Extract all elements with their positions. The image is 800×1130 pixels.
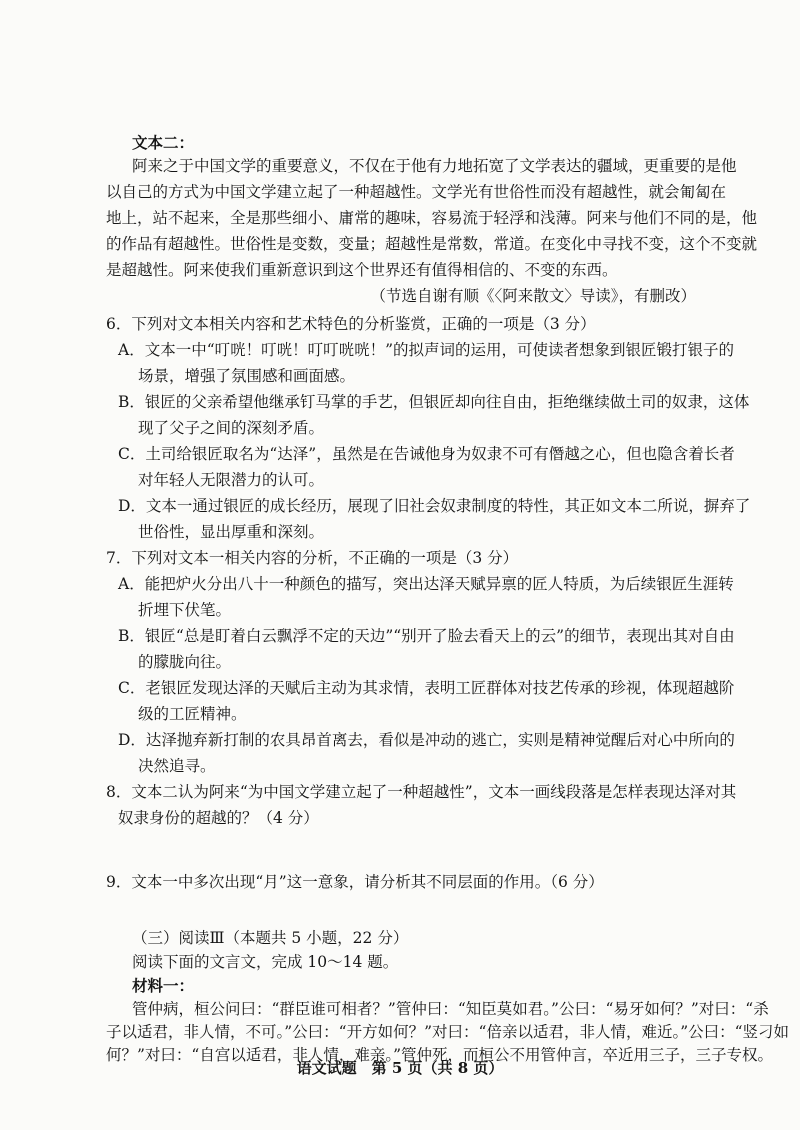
q6-option-d-cont: 世俗性，显出厚重和深刻。 [138,523,325,541]
text2-line: 阿来之于中国文学的重要意义，不仅在于他有力地拓宽了文学表达的疆域，更重要的是他 [132,157,737,175]
q6-stem: 6．下列对文本相关内容和艺术特色的分析鉴赏，正确的一项是（3 分） [106,315,596,333]
material1-line: 管仲病，桓公问曰：“群臣谁可相者？”管仲曰：“知臣莫如君。”公曰：“易牙如何？”对曰：“杀 [132,1000,769,1018]
q8-line: 8．文本二认为阿来“为中国文学建立起了一种超越性”，文本一画线段落是怎样表现达泽对其 [106,783,737,801]
q7-option-d: D．达泽抛弃新打制的农具昂首离去，看似是冲动的逃亡，实则是精神觉醒后对心中所向的 [118,731,735,749]
q7-option-a: A．能把炉火分出八十一种颜色的描写，突出达泽天赋异禀的匠人特质，为后续银匠生涯转 [118,575,734,593]
text2-line: 是超越性。阿来使我们重新意识到这个世界还有值得相信的、不变的东西。 [106,261,618,279]
text2-heading: 文本二： [132,133,195,152]
q6-option-a-cont: 场景，增强了氛围感和画面感。 [138,367,356,385]
page-footer: 语文试题 第 5 页（共 8 页） [296,1059,504,1077]
material1-heading: 材料一： [132,976,195,995]
q7-option-b: B．银匠“总是盯着白云飘浮不定的天边”“别开了脸去看天上的云”的细节，表现出其对自由 [118,627,735,645]
q9-line: 9．文本一中多次出现“月”这一意象，请分析其不同层面的作用。（6 分） [106,873,604,891]
q8-line: 奴隶身份的超越的？（4 分） [118,809,319,827]
q7-stem: 7．下列对文本一相关内容的分析，不正确的一项是（3 分） [106,549,519,567]
q6-option-b-cont: 现了父子之间的深刻矛盾。 [138,419,325,437]
q6-option-c: C．土司给银匠取名为“达泽”，虽然是在告诫他身为奴隶不可有僭越之心，但也隐含着长者 [118,445,735,463]
q7-option-c-cont: 级的工匠精神。 [138,705,247,723]
text2-line: 地上，站不起来，全是那些细小、庸常的趣味，容易流于轻浮和浅薄。阿来与他们不同的是，他 [106,209,758,227]
material1-line: 子以适君，非人情，不可。”公曰：“开方如何？”对曰：“倍亲以适君，非人情，难近。”公曰：“竖刁如 [106,1023,790,1041]
q6-option-d: D．文本一通过银匠的成长经历，展现了旧社会奴隶制度的特性，其正如文本二所说，摒弃了 [118,497,751,515]
q6-option-b: B．银匠的父亲希望他继承钉马掌的手艺，但银匠却向往自由，拒绝继续做土司的奴隶，这体 [118,393,750,411]
reading3-instruction: 阅读下面的文言文，完成 10～14 题。 [132,953,399,971]
q6-option-c-cont: 对年轻人无限潜力的认可。 [138,471,325,489]
text2-source: （节选自谢有顺《〈阿来散文〉导读》，有删改） [370,287,696,305]
q7-option-b-cont: 的朦胧向往。 [138,653,232,671]
text2-line: 的作品有超越性。世俗性是变数，变量；超越性是常数，常道。在变化中寻找不变，这个不变就 [106,235,758,253]
q7-option-d-cont: 决然追寻。 [138,757,216,775]
q7-option-c: C．老银匠发现达泽的天赋后主动为其求情，表明工匠群体对技艺传承的珍视，体现超越阶 [118,679,735,697]
text2-line: 以自己的方式为中国文学建立起了一种超越性。文学光有世俗性而没有超越性，就会匍匐在 [106,183,727,201]
q7-option-a-cont: 折埋下伏笔。 [138,601,232,619]
reading3-heading: （三）阅读Ⅲ（本题共 5 小题，22 分） [132,929,409,947]
q6-option-a: A．文本一中“叮咣！叮咣！叮叮咣咣！”的拟声词的运用，可使读者想象到银匠锻打银子的 [118,341,735,359]
material1-line: 何？”对曰：“自宫以适君，非人情，难亲。”管仲死，而桓公不用管仲言，卒近用三子，三子专权。 [106,1046,774,1064]
